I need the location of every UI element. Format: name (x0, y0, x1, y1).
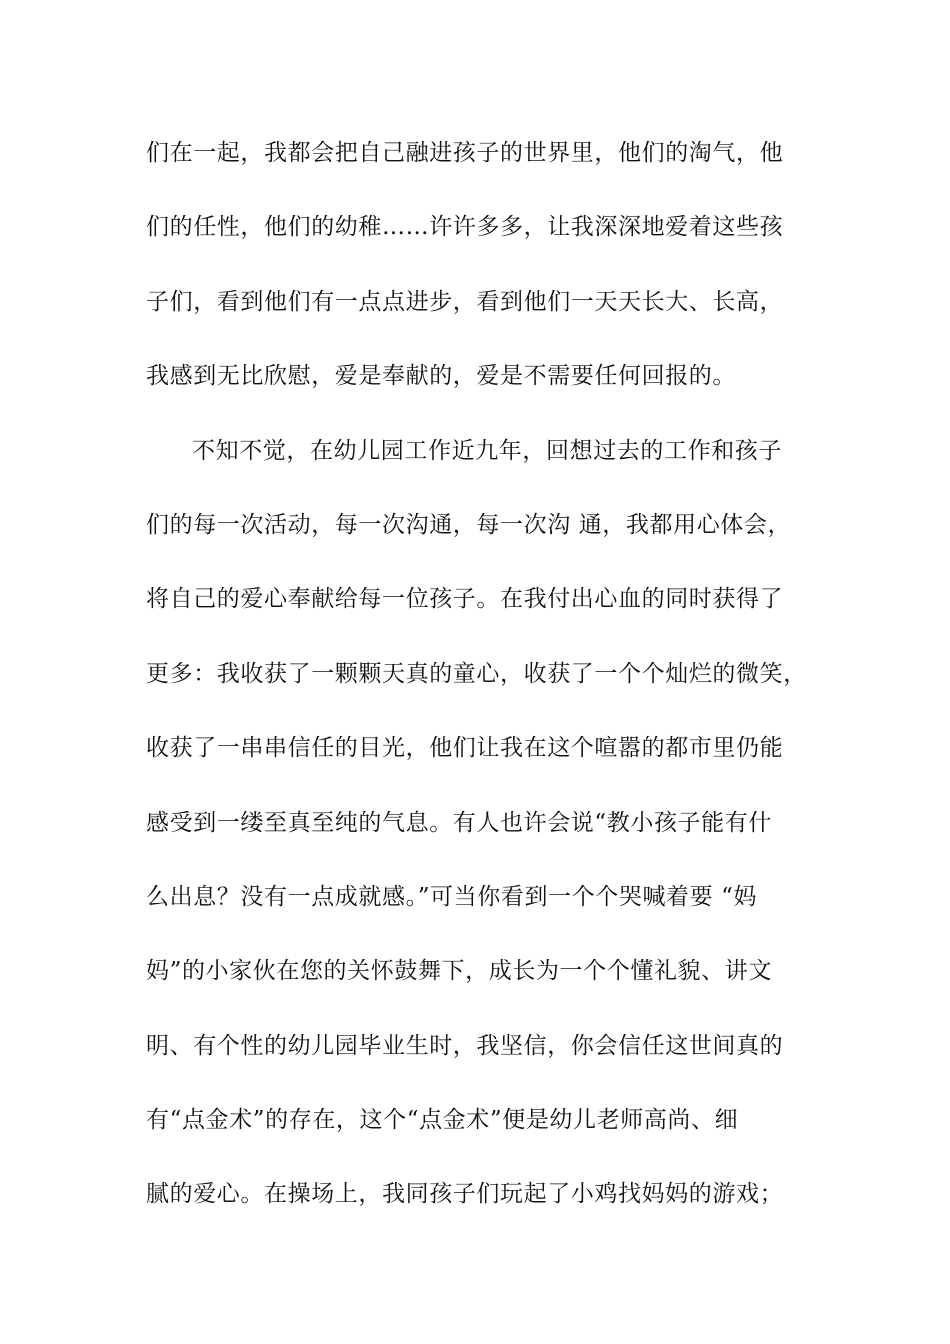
text-line: 子们，看到他们有一点点进步，看到他们一天天长大、长高， (146, 288, 784, 315)
text-line: 将自己的爱心奉献给每一位孩子。在我付出心血的同时获得了 (146, 586, 784, 613)
text-line: 我感到无比欣慰，爱是奉献的，爱是不需要任何回报的。 (146, 363, 736, 390)
text-line: 们的每一次活动，每一次沟通，每一次沟 通，我都用心体会， (146, 511, 792, 538)
text-line: 明、有个性的幼儿园毕业生时，我坚信，你会信任这世间真的 (146, 1032, 784, 1059)
text-line: 感受到一缕至真至纯的气息。有人也许会说“教小孩子能有什 (146, 809, 772, 836)
paragraph-start-line: 不知不觉，在幼儿园工作近九年，回想过去的工作和孩子 (192, 437, 782, 464)
text-line: 更多：我收获了一颗颗天真的童心，收获了一个个灿烂的微笑， (146, 660, 807, 687)
text-line: 们在一起，我都会把自己融进孩子的世界里，他们的淘气，他 (146, 140, 784, 166)
text-line: 腻的爱心。在操场上，我同孩子们玩起了小鸡找妈妈的游戏； (146, 1181, 784, 1208)
text-line: 有“点金术”的存在，这个“点金术”便是幼儿老师高尚、细 (146, 1107, 739, 1134)
text-line: 么出息？没有一点成就感。”可当你看到一个个哭喊着要 “妈 (146, 883, 758, 910)
text-line: 收获了一串串信任的目光，他们让我在这个喧嚣的都市里仍能 (146, 735, 784, 762)
text-line: 妈”的小家伙在您的关怀鼓舞下，成长为一个个懂礼貌、讲文 (146, 958, 772, 985)
body-text (146, 128, 836, 1244)
text-line: 们的任性，他们的幼稚……许许多多，让我深深地爱着这些孩 (146, 214, 784, 241)
